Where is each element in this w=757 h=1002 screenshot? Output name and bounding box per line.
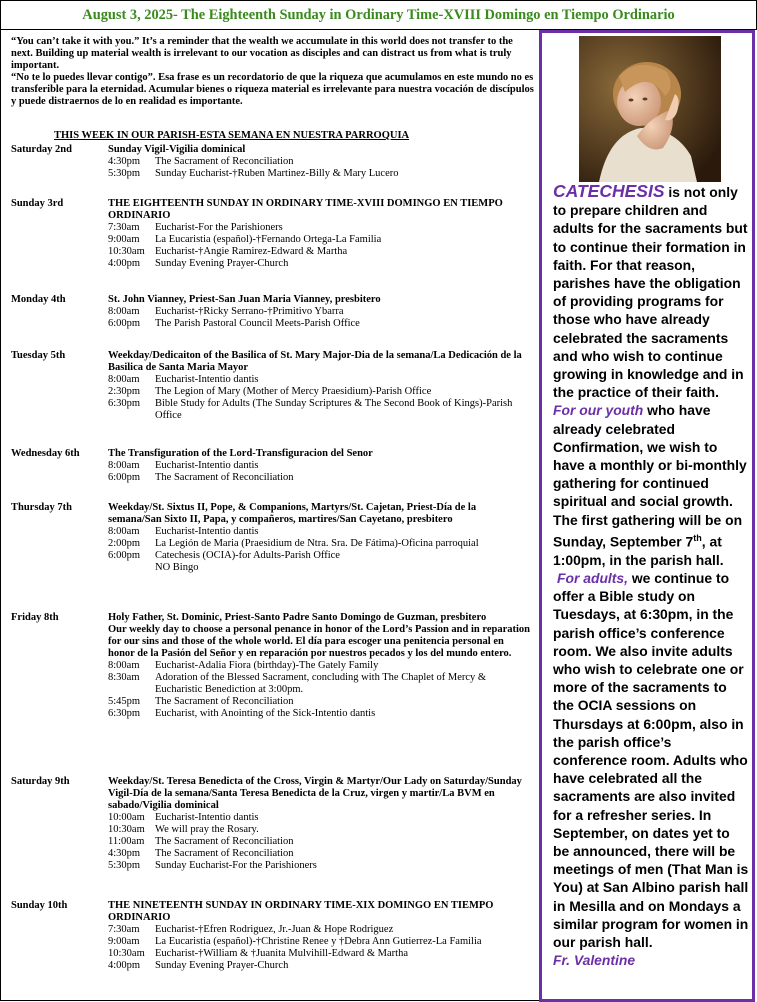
event-row: [108, 708, 530, 720]
event-description: NO Bingo: [155, 562, 199, 573]
event-description: Eucharist-Intentio dantis: [155, 526, 259, 537]
event-time: 8:30am: [108, 672, 140, 683]
event-description: Eucharist-†William & †Juanita Mulvihill-Edward & Martha: [155, 948, 408, 959]
event-row: [108, 258, 530, 270]
event-time: 8:00am: [108, 306, 140, 317]
event-time: 6:00pm: [108, 472, 141, 483]
event-row: [108, 948, 530, 960]
day-label: Sunday 10th: [11, 900, 68, 911]
event-time: 10:00am: [108, 812, 145, 823]
event-time: 6:00pm: [108, 550, 141, 561]
penance-note: Our weekly day to choose a personal penance in honor of the Lord’s Passion and in reparation for our sins and those of the whole world. El día para escoger una penitencia personal en honor de la Pasión del Señor y en reparación por nuestros pecados y los del mundo entero.: [108, 624, 530, 659]
bulletin-title: August 3, 2025- The Eighteenth Sunday in Ordinary Time-XVIII Domingo en Tiempo Ordinario: [82, 6, 675, 23]
day-label: Saturday 2nd: [11, 144, 72, 155]
event-description: Sunday Evening Prayer-Church: [155, 258, 289, 269]
event-row: [108, 960, 530, 972]
event-description: Eucharist-†Efren Rodriguez, Jr.-Juan & Hope Rodriguez: [155, 924, 394, 935]
praying-child-illustration: [579, 36, 721, 182]
event-description: The Parish Pastoral Council Meets-Parish Office: [155, 318, 360, 329]
day-entries: [108, 350, 530, 422]
event-description: La Eucaristia (español)-†Fernando Ortega-La Familia: [155, 234, 382, 245]
event-time: 8:00am: [108, 460, 140, 471]
pastor-signature: Fr. Valentine: [553, 952, 636, 969]
event-description: The Sacrament of Reconciliation: [155, 696, 294, 707]
day-label: Sunday 3rd: [11, 198, 64, 209]
day-entries: [108, 900, 530, 972]
adults-label: For adults,: [557, 569, 628, 586]
day-label: Wednesday 6th: [11, 448, 80, 459]
event-row: [108, 672, 530, 696]
event-row: [108, 168, 530, 180]
event-row: [108, 472, 530, 484]
event-description: Eucharist-†Angie Ramirez-Edward & Martha: [155, 246, 348, 257]
event-time: 5:45pm: [108, 696, 141, 707]
event-time: 8:00am: [108, 660, 140, 671]
event-description: Eucharist-†Ricky Serrano-†Primitivo Ybarra: [155, 306, 344, 317]
event-time: 5:30pm: [108, 168, 141, 179]
event-description: La Eucaristia (español)-†Christine Renee y †Debra Ann Gutierrez-La Familia: [155, 936, 482, 947]
day-entries: [108, 144, 530, 180]
event-row: [108, 550, 530, 562]
event-description: Eucharist-For the Parishioners: [155, 222, 283, 233]
event-description: Eucharist-Intentio dantis: [155, 812, 259, 823]
ordinal-suffix: th: [693, 532, 702, 543]
event-row: [108, 860, 530, 872]
event-description: The Sacrament of Reconciliation: [155, 156, 294, 167]
event-row: [108, 562, 530, 574]
event-description: The Sacrament of Reconciliation: [155, 848, 294, 859]
intro-english: “You can’t take it with you.” It’s a reminder that the wealth we accumulate in this world does not transfer to the next. Building up material wealth is irrelevant to our vocation as disciples and can distract us from what is truly important.: [11, 36, 513, 71]
event-description: Sunday Evening Prayer-Church: [155, 960, 289, 971]
event-time: 4:30pm: [108, 156, 141, 167]
event-time: 9:00am: [108, 234, 140, 245]
event-row: [108, 526, 530, 538]
event-row: [108, 848, 530, 860]
event-description: Adoration of the Blessed Sacrament, concluding with The Chaplet of Mercy & Eucharistic Benediction at 3:00pm.: [155, 672, 487, 695]
intro-reflection: [11, 36, 537, 108]
event-description: The Sacrament of Reconciliation: [155, 472, 294, 483]
day-entries: [108, 776, 530, 872]
catechesis-sidebar: [539, 30, 755, 1002]
feast-title: Weekday/St. Teresa Benedicta of the Cross, Virgin & Martyr/Our Lady on Saturday/Sunday Vigil-Día de la semana/Santa Teresa Benedicta de la Cruz, virgen y martir/La BVM en sabado/Vigilia dominical: [108, 776, 522, 811]
youth-text-end: , at 1:00pm, in the parish hall.: [553, 533, 724, 568]
feast-title: Sunday Vigil-Vigilia dominical: [108, 144, 246, 155]
event-row: [108, 222, 530, 234]
event-row: [108, 398, 530, 422]
event-time: 6:30pm: [108, 708, 141, 719]
day-entries: [108, 198, 530, 270]
event-row: [108, 156, 530, 168]
event-time: 8:00am: [108, 526, 140, 537]
event-row: [108, 660, 530, 672]
event-time: 10:30am: [108, 824, 145, 835]
event-description: Sunday Eucharist-For the Parishioners: [155, 860, 317, 871]
event-row: [108, 824, 530, 836]
event-description: Eucharist, with Anointing of the Sick-Intentio dantis: [155, 708, 376, 719]
day-label: Tuesday 5th: [11, 350, 66, 361]
event-time: [108, 562, 155, 574]
feast-title: Weekday/Dedicaiton of the Basilica of St. Mary Major-Dia de la semana/La Dedicación de la Basilica de Santa Maria Mayor: [108, 350, 522, 373]
feast-title: The Transfiguration of the Lord-Transfiguracion del Senor: [108, 448, 373, 459]
event-row: [108, 538, 530, 550]
event-time: 5:30pm: [108, 860, 141, 871]
event-time: 7:30am: [108, 222, 140, 233]
adults-text: we continue to offer a Bible study on Tuesdays, at 6:30pm, in the parish office’s conference room. We also invite adults who wish to celebrate one or more of the sacraments to the OCIA sessions on Thursdays at 6:00pm, also in the parish office’s conference room. Adults who have celebrated all the sacraments are also invited for a refresher series. In September, on dates yet to be announced, there will be meetings of men (That Man is You) at San Albino parish hall in Mesilla and on Mondays a similar program for women in our parish hall.: [553, 569, 749, 950]
catechesis-message: [553, 182, 749, 969]
day-label: Thursday 7th: [11, 502, 72, 513]
feast-title: THE NINETEENTH SUNDAY IN ORDINARY TIME-XIX DOMINGO EN TIEMPO ORDINARIO: [108, 900, 494, 923]
event-time: 6:00pm: [108, 318, 141, 329]
event-time: 2:00pm: [108, 538, 141, 549]
event-time: 10:30am: [108, 246, 145, 257]
praying-child-image: [579, 36, 721, 182]
event-time: 2:30pm: [108, 386, 141, 397]
event-description: Eucharist-Intentio dantis: [155, 374, 259, 385]
event-time: 4:00pm: [108, 258, 141, 269]
event-description: Eucharist-Adalia Fiora (birthday)-The Gately Family: [155, 660, 379, 671]
feast-title: THE EIGHTEENTH SUNDAY IN ORDINARY TIME-XVIII DOMINGO EN TIEMPO ORDINARIO: [108, 198, 503, 221]
week-schedule-title: THIS WEEK IN OUR PARISH-ESTA SEMANA EN NUESTRA PARROQUIA: [54, 130, 410, 141]
event-time: 11:00am: [108, 836, 145, 847]
event-description: Bible Study for Adults (The Sunday Scriptures & The Second Book of Kings)-Parish Office: [155, 398, 513, 421]
bulletin-header: [0, 0, 757, 30]
event-row: [108, 234, 530, 246]
feast-title: St. John Vianney, Priest-San Juan Maria Vianney, presbitero: [108, 294, 381, 305]
event-time: 6:30pm: [108, 398, 141, 409]
catechesis-intro-text: is not only to prepare children and adults for the sacraments but to continue their formation in faith. For that reason, parishes have the obligation of providing programs for those who have already celebrated the sacraments and who wish to continue growing in knowledge and in the practice of their faith.: [553, 184, 748, 401]
event-row: [108, 374, 530, 386]
event-row: [108, 246, 530, 258]
event-description: Eucharist-Intentio dantis: [155, 460, 259, 471]
youth-label: For our youth: [553, 402, 644, 419]
event-row: [108, 812, 530, 824]
event-row: [108, 460, 530, 472]
feast-title: Weekday/St. Sixtus II, Pope, & Companions, Martyrs/St. Cajetan, Priest-Día de la semana/San Sixto II, Papa, y compañeros, martires/San Cayetano, presbitero: [108, 502, 477, 525]
event-time: 9:00am: [108, 936, 140, 947]
day-entries: [108, 448, 530, 484]
feast-title: Holy Father, St. Dominic, Priest-Santo Padre Santo Domingo de Guzman, presbitero: [108, 612, 487, 623]
event-description: La Legión de Maria (Praesidium de Ntra. Sra. De Fátima)-Oficina parroquial: [155, 538, 479, 549]
day-entries: [108, 612, 530, 720]
event-row: [108, 318, 530, 330]
intro-spanish: “No te lo puedes llevar contigo”. Esa frase es un recordatorio de que la riqueza que acumulamos en este mundo no es transferible para la eternidad. Acumular bienes o riqueza material es irrelevante para nuestra vocación de discípulos y puede distraernos de lo en realidad es importante.: [11, 72, 534, 107]
event-time: 10:30am: [108, 948, 145, 959]
day-entries: [108, 502, 530, 574]
event-row: [108, 696, 530, 708]
schedule-column: [0, 30, 539, 1001]
event-time: 7:30am: [108, 924, 140, 935]
event-description: Catechesis (OCIA)-for Adults-Parish Office: [155, 550, 340, 561]
day-label: Friday 8th: [11, 612, 59, 623]
event-row: [108, 386, 530, 398]
event-row: [108, 924, 530, 936]
youth-text: who have already celebrated Confirmation, we wish to have a monthly or bi-monthly gathering for continued spiritual and social growth. The first gathering will be on Sunday, September 7: [553, 402, 747, 550]
event-row: [108, 306, 530, 318]
event-time: 8:00am: [108, 374, 140, 385]
event-row: [108, 836, 530, 848]
event-description: We will pray the Rosary.: [155, 824, 259, 835]
day-label: Monday 4th: [11, 294, 66, 305]
event-time: 4:00pm: [108, 960, 141, 971]
event-time: 4:30pm: [108, 848, 141, 859]
event-description: The Sacrament of Reconciliation: [155, 836, 294, 847]
catechesis-heading: CATECHESIS: [553, 181, 665, 201]
event-description: The Legion of Mary (Mother of Mercy Praesidium)-Parish Office: [155, 386, 432, 397]
event-row: [108, 936, 530, 948]
day-entries: [108, 294, 530, 330]
event-description: Sunday Eucharist-†Ruben Martinez-Billy & Mary Lucero: [155, 168, 399, 179]
day-label: Saturday 9th: [11, 776, 70, 787]
